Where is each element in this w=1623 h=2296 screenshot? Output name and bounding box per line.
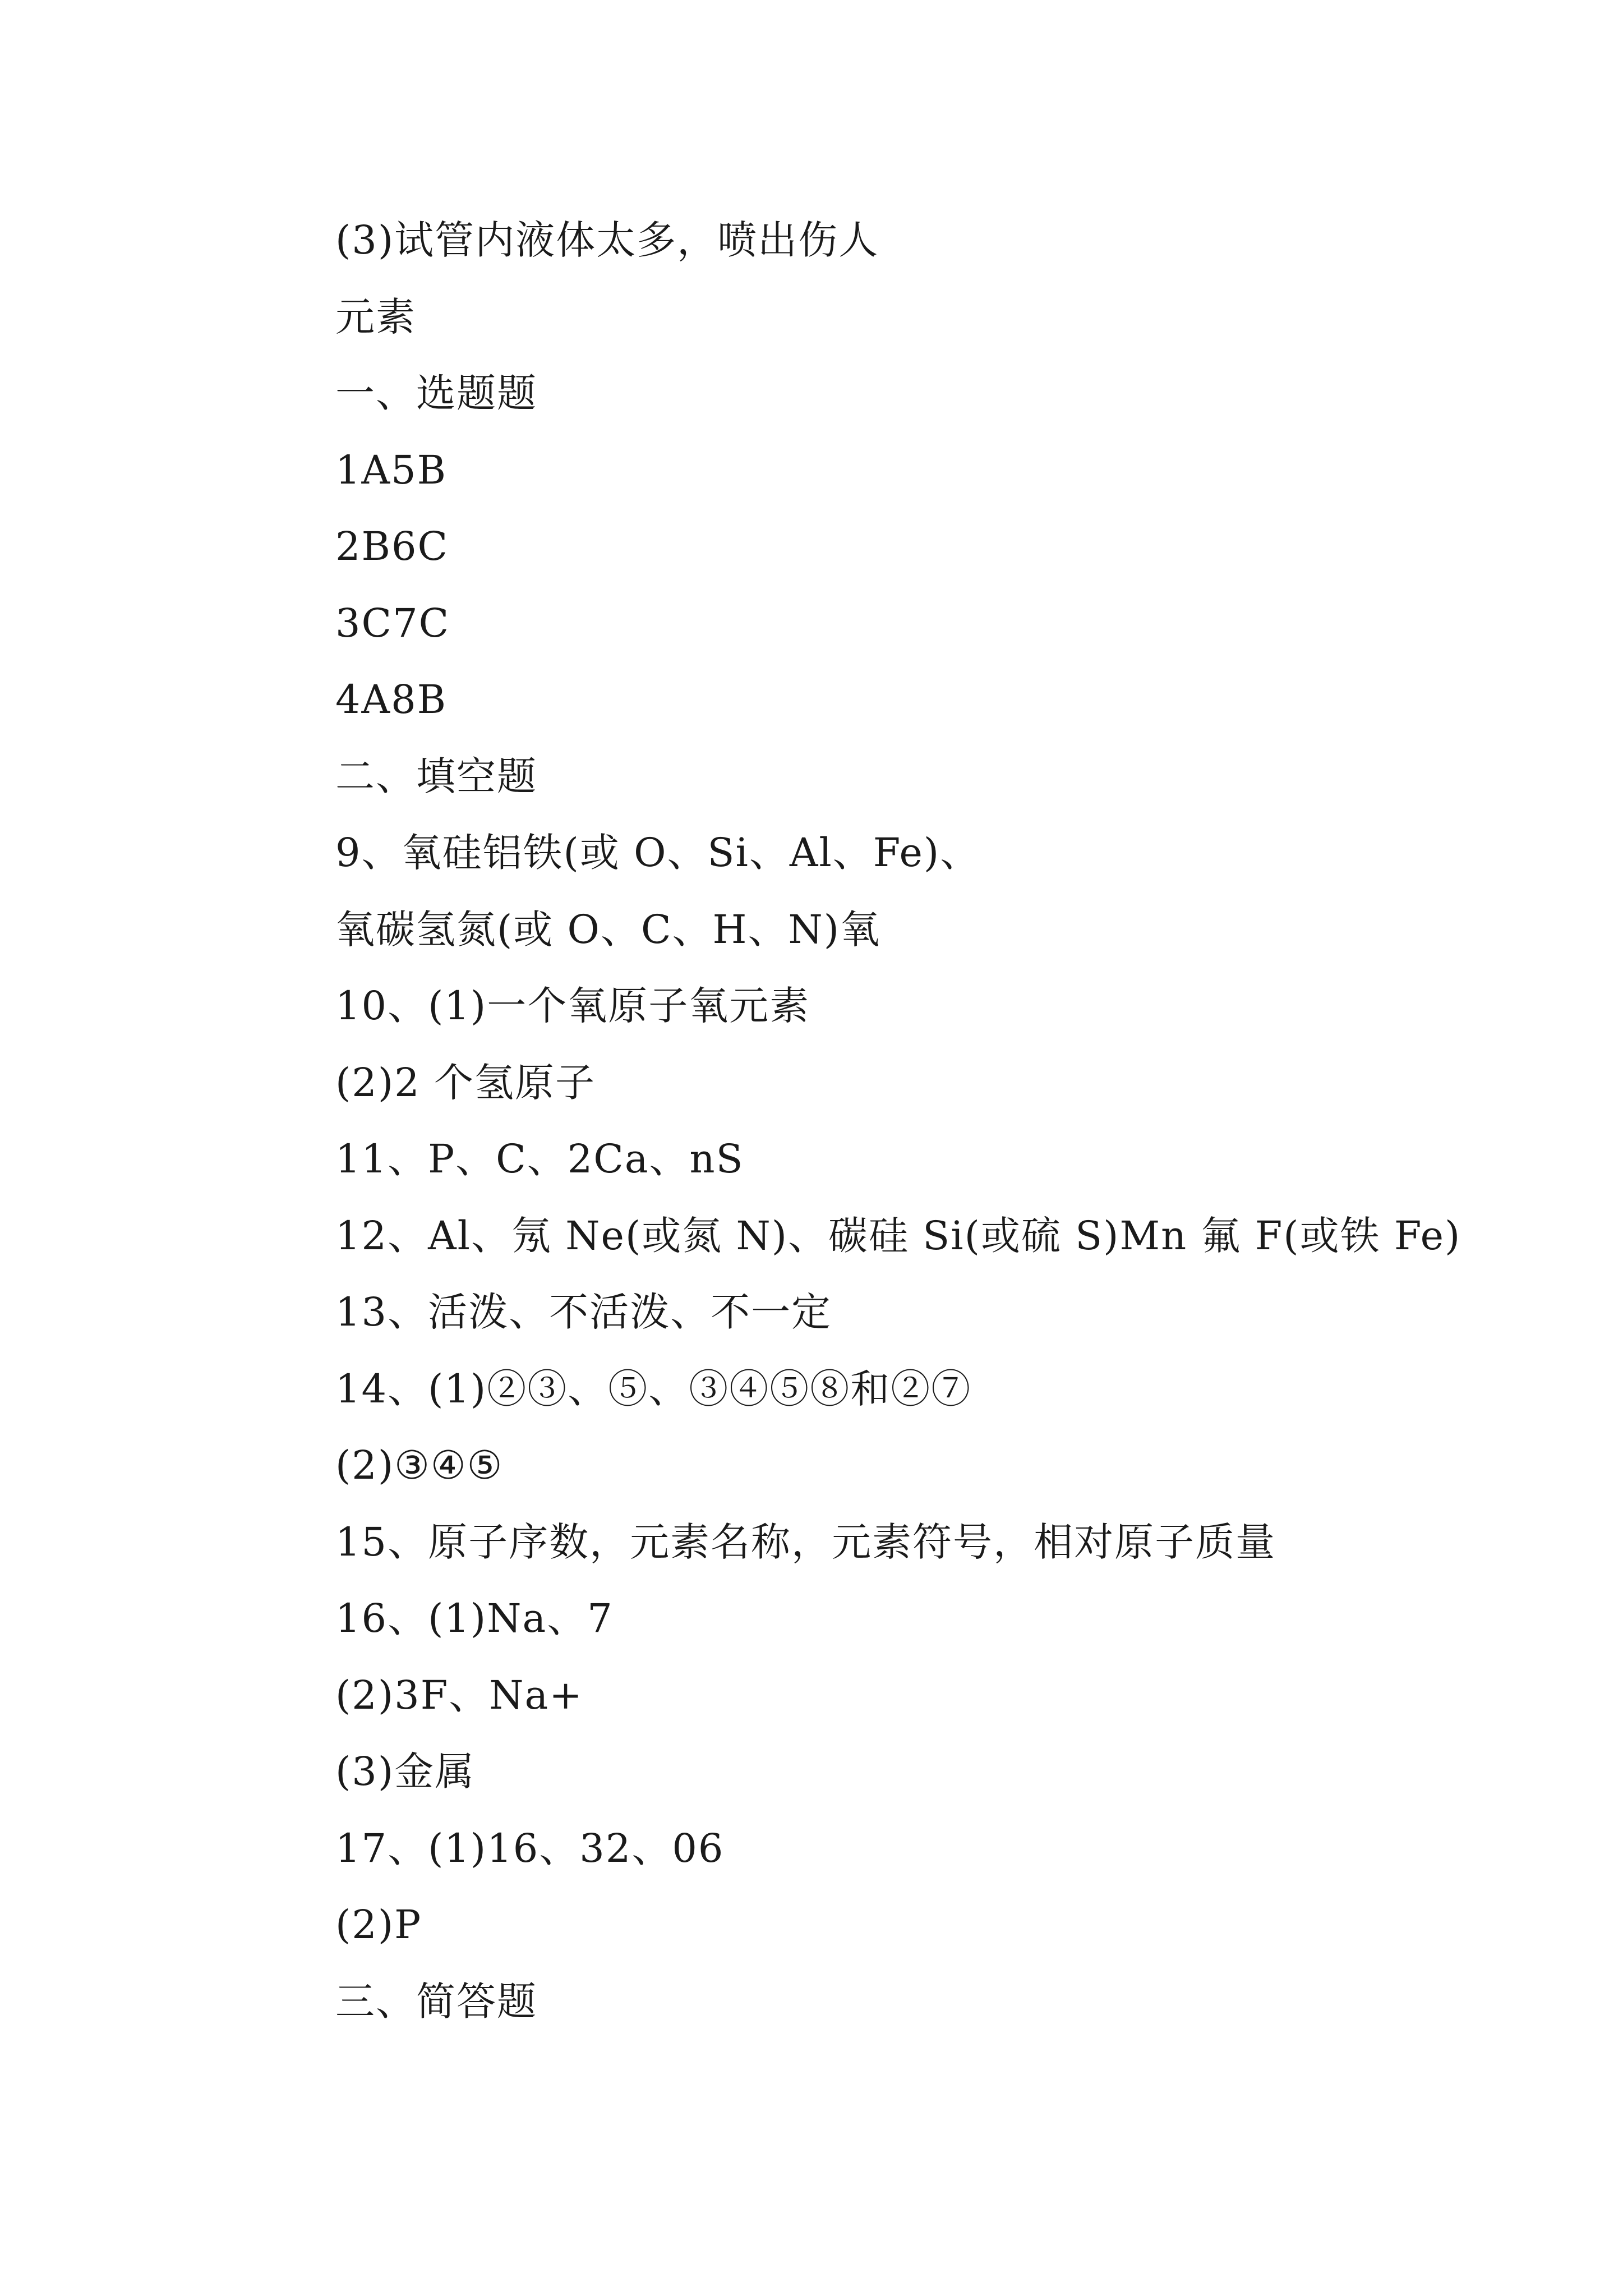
text-line: 10、(1)一个氧原子氧元素 [335,983,810,1029]
section-heading: 三、简答题 [335,1978,537,2024]
text-line: (2)3F、Na+ [335,1672,583,1718]
text-line: 4A8B [335,677,448,723]
answer-text-block [335,212,1513,2050]
text-line: 11、P、C、2Ca、nS [335,1136,744,1182]
text-line: 1A5B [335,447,448,493]
text-line: 3C7C [335,600,450,646]
text-line: 17、(1)16、32、06 [335,1825,725,1871]
text-line: 9、氧硅铝铁(或 O、Si、Al、Fe)、 [335,830,981,876]
text-line: 15、原子序数，元素名称，元素符号，相对原子质量 [335,1519,1276,1565]
text-line: (2)③④⑤ [335,1442,504,1488]
text-line: 14、(1)②③、⑤、③④⑤⑧和②⑦ [335,1365,972,1412]
text-line: (3)金属 [335,1749,476,1795]
text-line: 16、(1)Na、7 [335,1595,614,1641]
text-line: 12、Al、氖 Ne(或氮 N)、碳硅 Si(或硫 S)Mn 氟 F(或铁 Fe) [335,1212,1461,1259]
text-line: 2B6C [335,523,449,569]
section-heading: 元素 [335,293,416,340]
text-line: 氧碳氢氮(或 O、C、H、N)氧 [335,906,881,953]
text-line: (2)2 个氢原子 [335,1059,596,1106]
section-heading: 二、填空题 [335,753,537,799]
text-line: (2)P [335,1902,422,1948]
section-heading: 一、选题题 [335,370,537,416]
text-line: (3)试管内液体太多，喷出伤人 [335,217,879,263]
text-line: 13、活泼、不活泼、不一定 [335,1289,832,1335]
